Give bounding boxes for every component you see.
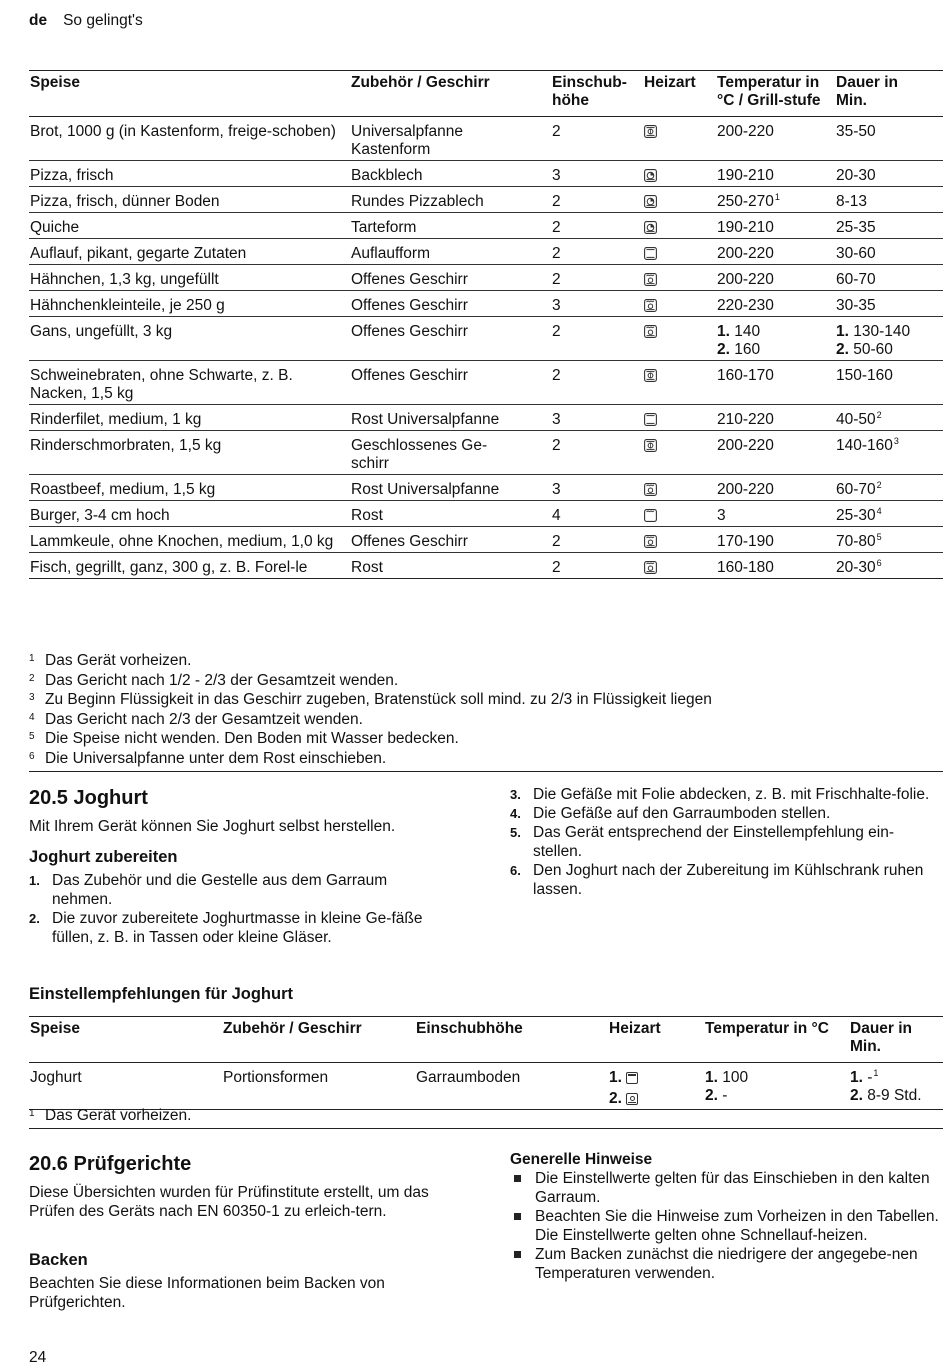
cell-heizart bbox=[643, 527, 716, 553]
step-item bbox=[29, 909, 449, 947]
dauer-value: 20-30 bbox=[836, 167, 876, 184]
cell-zubehoer: Offenes Geschirr bbox=[351, 323, 468, 340]
cell-temperatur bbox=[716, 501, 835, 527]
footnote-number: 5 bbox=[29, 731, 35, 743]
footnote-ref: 6 bbox=[876, 558, 882, 568]
step-number: 1. bbox=[836, 323, 849, 340]
dauer-value: 8-9 Std. bbox=[867, 1087, 922, 1104]
joghurt-settings-table bbox=[29, 1016, 943, 1110]
cell-heizart bbox=[643, 501, 716, 527]
table-footnotes bbox=[29, 650, 943, 772]
footnote-number: 3 bbox=[29, 692, 35, 704]
list-item: Beachten Sie die Hinweise zum Vorheizen in den Tabellen. Die Einstellwerte gelten ohne Schnellauf-heizen. bbox=[510, 1207, 943, 1245]
cell-temperatur bbox=[716, 161, 835, 187]
subheading-einstellempfehlungen: Einstellempfehlungen für Joghurt bbox=[29, 985, 294, 1003]
table-row bbox=[29, 213, 943, 239]
dauer-value: 60-70 bbox=[836, 271, 876, 288]
cell-zubehoer: Geschlossenes Ge-schirr bbox=[351, 437, 488, 472]
cell-temperatur bbox=[716, 553, 835, 579]
step-text: Die zuvor zubereitete Joghurtmasse in kleine Ge-fäße füllen, z. B. in Tassen oder kleine Gläser. bbox=[52, 910, 423, 946]
step-item bbox=[510, 804, 943, 823]
cell-dauer bbox=[835, 405, 943, 431]
cell-temperatur bbox=[716, 317, 835, 361]
cell-heizart bbox=[643, 117, 716, 161]
cell-zubehoer: Rost bbox=[351, 559, 383, 576]
cell-einschubhoehe: 4 bbox=[552, 507, 561, 524]
table-header-row bbox=[29, 71, 943, 117]
cell-einschubhoehe: 2 bbox=[552, 559, 561, 576]
cell-speise: Hähnchen, 1,3 kg, ungefüllt bbox=[30, 271, 219, 288]
step-number: 1. bbox=[717, 323, 730, 340]
cell-temperatur bbox=[716, 265, 835, 291]
cell-temperatur bbox=[716, 117, 835, 161]
step-number: 2. bbox=[836, 341, 849, 358]
step-item bbox=[29, 871, 449, 909]
cell-heizart bbox=[643, 475, 716, 501]
section-heading-pruefgerichte: 20.6 Prüfgerichte bbox=[29, 1153, 192, 1175]
cell-zubehoer: Rost bbox=[351, 507, 383, 524]
cooking-table bbox=[29, 70, 943, 579]
footnote-text: Das Gerät vorheizen. bbox=[45, 652, 192, 669]
table-row bbox=[29, 527, 943, 553]
section-heading-joghurt: 20.5 Joghurt bbox=[29, 787, 148, 809]
subheading-backen: Backen bbox=[29, 1251, 88, 1269]
col-header-dauer: Dauer in Min. bbox=[850, 1020, 913, 1055]
table-row bbox=[29, 239, 943, 265]
table-row bbox=[29, 475, 943, 501]
col-header-speise: Speise bbox=[30, 74, 80, 91]
cell-heizart bbox=[643, 161, 716, 187]
pruef-intro: Diese Übersichten wurden für Prüfinstitute erstellt, um das Prüfen des Geräts nach EN 60350-1 zu erleich-tern. bbox=[29, 1184, 429, 1220]
grill-fan-icon bbox=[644, 559, 657, 576]
cell-dauer bbox=[835, 291, 943, 317]
cell-zubehoer: Offenes Geschirr bbox=[351, 297, 468, 314]
cell-zubehoer: Rost Universalpfanne bbox=[351, 411, 500, 428]
cell-zubehoer: Rundes Pizzablech bbox=[351, 193, 484, 210]
cell-heizart bbox=[643, 291, 716, 317]
cell-dauer bbox=[835, 553, 943, 579]
cell-zubehoer: Offenes Geschirr bbox=[351, 533, 468, 550]
cell-einschubhoehe: 2 bbox=[552, 123, 561, 140]
temp-value: 190-210 bbox=[717, 167, 774, 184]
cell-zubehoer: Portionsformen bbox=[223, 1069, 329, 1086]
step-item bbox=[510, 823, 943, 861]
temp-value: 100 bbox=[722, 1069, 749, 1086]
footnote-ref: 1 bbox=[774, 192, 780, 202]
step-number: 1. bbox=[29, 873, 40, 888]
dauer-value: 35-50 bbox=[836, 123, 876, 140]
list-item: Zum Backen zunächst die niedrigere der angegebe-nen Temperaturen verwenden. bbox=[510, 1245, 943, 1283]
table-row bbox=[29, 361, 943, 405]
col-header-zubehoer: Zubehör / Geschirr bbox=[351, 74, 490, 91]
cell-heizart bbox=[643, 265, 716, 291]
cell-speise: Gans, ungefüllt, 3 kg bbox=[30, 323, 173, 340]
table-row bbox=[29, 431, 943, 475]
cell-zubehoer: Auflaufform bbox=[351, 245, 430, 262]
cell-dauer bbox=[835, 213, 943, 239]
joghurt-steps-right bbox=[510, 785, 943, 899]
footnote bbox=[29, 748, 943, 768]
temp-value: 190-210 bbox=[717, 219, 774, 236]
dauer-value: 60-70 bbox=[836, 481, 876, 498]
footnote bbox=[29, 670, 943, 690]
cell-speise: Fisch, gegrillt, ganz, 300 g, z. B. Forel-le bbox=[30, 559, 308, 576]
step-text: Die Gefäße mit Folie abdecken, z. B. mit Frischhalte-folie. bbox=[533, 786, 930, 803]
footnote-ref: 1 bbox=[873, 1068, 879, 1078]
cell-dauer bbox=[835, 317, 943, 361]
temp-value: 200-220 bbox=[717, 245, 774, 262]
footnote-number: 1 bbox=[29, 1108, 35, 1119]
footnote bbox=[29, 1105, 943, 1125]
cell-einschubhoehe: 2 bbox=[552, 323, 561, 340]
grill-icon bbox=[644, 507, 657, 524]
dauer-value: 30-35 bbox=[836, 297, 876, 314]
cell-dauer bbox=[835, 527, 943, 553]
col-header-heizart: Heizart bbox=[644, 74, 696, 91]
col-header-einschubhoehe: Einschub-höhe bbox=[552, 74, 627, 109]
dauer-value: 30-60 bbox=[836, 245, 876, 262]
step-number: 1. bbox=[609, 1069, 622, 1086]
cell-dauer bbox=[835, 117, 943, 161]
step-number: 2. bbox=[29, 911, 40, 926]
temp-value: 200-220 bbox=[717, 123, 774, 140]
bottom-heat-icon bbox=[626, 1093, 638, 1105]
general-notes-list bbox=[510, 1169, 943, 1283]
cell-speise: Schweinebraten, ohne Schwarte, z. B. Nacken, 1,5 kg bbox=[30, 367, 293, 402]
cell-einschubhoehe: 2 bbox=[552, 367, 561, 384]
subheading-joghurt-zubereiten: Joghurt zubereiten bbox=[29, 848, 178, 866]
cell-dauer bbox=[835, 431, 943, 475]
footnote-ref: 2 bbox=[876, 480, 882, 490]
footnote-number: 6 bbox=[29, 750, 35, 762]
step-text: Den Joghurt nach der Zubereitung im Kühlschrank ruhen lassen. bbox=[533, 862, 924, 898]
temp-value: 160-180 bbox=[717, 559, 774, 576]
cell-dauer bbox=[835, 187, 943, 213]
grill-fan-icon bbox=[644, 481, 657, 498]
cell-speise: Lammkeule, ohne Knochen, medium, 1,0 kg bbox=[30, 533, 334, 550]
temp-value: 3 bbox=[717, 507, 726, 524]
footnote bbox=[29, 650, 943, 670]
table-row bbox=[29, 1063, 943, 1110]
cell-speise: Pizza, frisch bbox=[30, 167, 114, 184]
joghurt-intro: Mit Ihrem Gerät können Sie Joghurt selbst herstellen. bbox=[29, 818, 396, 835]
table-row bbox=[29, 501, 943, 527]
cell-zubehoer: Backblech bbox=[351, 167, 423, 184]
step-text: Die Gefäße auf den Garraumboden stellen. bbox=[533, 805, 831, 822]
footnote-text: Das Gerät vorheizen. bbox=[45, 1107, 192, 1124]
table-row bbox=[29, 161, 943, 187]
footnote-ref: 4 bbox=[876, 506, 882, 516]
cell-temperatur bbox=[716, 213, 835, 239]
step-number: 5. bbox=[510, 825, 521, 840]
cell-einschubhoehe: 3 bbox=[552, 297, 561, 314]
subheading-generelle-hinweise: Generelle Hinweise bbox=[510, 1151, 653, 1168]
col-header-temperatur: Temperatur in °C / Grill-stufe bbox=[717, 74, 821, 109]
cell-speise: Quiche bbox=[30, 219, 80, 236]
grill-fan-icon bbox=[644, 297, 657, 314]
cell-einschubhoehe: 2 bbox=[552, 193, 561, 210]
dauer-value: 50-60 bbox=[853, 341, 893, 358]
language-code: de bbox=[29, 12, 48, 29]
cell-zubehoer: Rost Universalpfanne bbox=[351, 481, 500, 498]
cell-speise: Brot, 1000 g (in Kastenform, freige-schoben) bbox=[30, 123, 336, 140]
cell-dauer bbox=[835, 361, 943, 405]
table-row bbox=[29, 117, 943, 161]
dauer-value: 40-50 bbox=[836, 411, 876, 428]
step-number: 2. bbox=[850, 1087, 863, 1104]
cell-einschubhoehe: 3 bbox=[552, 411, 561, 428]
dauer-value: 8-13 bbox=[836, 193, 868, 210]
dual-heat-icon bbox=[644, 123, 657, 140]
step-text: Das Gerät entsprechend der Einstellempfehlung ein-stellen. bbox=[533, 824, 895, 860]
step-number: 4. bbox=[510, 806, 521, 821]
cell-heizart bbox=[643, 361, 716, 405]
footnote-ref: 5 bbox=[876, 532, 882, 542]
footnote-ref: 3 bbox=[893, 436, 899, 446]
cell-einschubhoehe: 2 bbox=[552, 219, 561, 236]
table-row bbox=[29, 187, 943, 213]
cell-dauer bbox=[835, 475, 943, 501]
cell-zubehoer: Tarteform bbox=[351, 219, 417, 236]
dual-heat-icon bbox=[644, 367, 657, 384]
top-heat-icon bbox=[626, 1072, 638, 1084]
cell-speise: Auflauf, pikant, gegarte Zutaten bbox=[30, 245, 247, 262]
section-title: So gelingt's bbox=[63, 12, 143, 29]
pizza-icon bbox=[644, 193, 657, 210]
table-row bbox=[29, 265, 943, 291]
cell-einschubhoehe: 3 bbox=[552, 481, 561, 498]
step-number: 2. bbox=[717, 341, 730, 358]
cell-heizart bbox=[643, 431, 716, 475]
dauer-value: 70-80 bbox=[836, 533, 876, 550]
cell-heizart bbox=[643, 553, 716, 579]
footnote-text: Das Gericht nach 2/3 der Gesamtzeit wenden. bbox=[45, 710, 363, 728]
temp-value: 200-220 bbox=[717, 271, 774, 288]
table-footnotes bbox=[29, 1105, 943, 1129]
pizza-icon bbox=[644, 167, 657, 184]
temp-value: 170-190 bbox=[717, 533, 774, 550]
cell-temperatur bbox=[716, 239, 835, 265]
cell-temperatur bbox=[716, 431, 835, 475]
table-header-row bbox=[29, 1017, 943, 1063]
temp-value: 160-170 bbox=[717, 367, 774, 384]
cell-einschubhoehe: 2 bbox=[552, 533, 561, 550]
footnote bbox=[29, 728, 943, 748]
table-row bbox=[29, 405, 943, 431]
footnote-number: 4 bbox=[29, 711, 35, 723]
footnote-ref: 2 bbox=[876, 410, 882, 420]
cell-dauer bbox=[835, 239, 943, 265]
dauer-value: - bbox=[867, 1069, 873, 1086]
cell-einschubhoehe: 2 bbox=[552, 245, 561, 262]
page-header bbox=[29, 12, 143, 30]
cell-zubehoer: Offenes Geschirr bbox=[351, 271, 468, 288]
footnote-text: Die Speise nicht wenden. Den Boden mit Wasser bedecken. bbox=[45, 730, 459, 748]
cell-temperatur bbox=[704, 1063, 849, 1110]
dauer-value: 140-160 bbox=[836, 437, 893, 454]
step-number: 1. bbox=[705, 1069, 718, 1086]
cell-zubehoer: Offenes Geschirr bbox=[351, 367, 468, 384]
cell-speise: Rinderschmorbraten, 1,5 kg bbox=[30, 437, 222, 454]
cell-temperatur bbox=[716, 405, 835, 431]
temp-value: 140 bbox=[734, 323, 761, 340]
col-header-dauer: Dauer in Min. bbox=[836, 74, 899, 109]
dual-heat-icon bbox=[644, 437, 657, 454]
cell-heizart bbox=[608, 1063, 704, 1110]
temp-value: 160 bbox=[734, 341, 761, 358]
temp-value: - bbox=[722, 1087, 728, 1104]
step-number: 1. bbox=[850, 1069, 863, 1086]
cell-dauer bbox=[849, 1063, 943, 1110]
cell-temperatur bbox=[716, 475, 835, 501]
col-header-zubehoer: Zubehör / Geschirr bbox=[223, 1020, 362, 1037]
dauer-value: 25-35 bbox=[836, 219, 876, 236]
temp-value: 200-220 bbox=[717, 437, 774, 454]
grill-fan-icon bbox=[644, 323, 657, 340]
cell-speise: Burger, 3-4 cm hoch bbox=[30, 507, 170, 524]
top-bottom-heat-icon bbox=[644, 411, 657, 428]
temp-value: 220-230 bbox=[717, 297, 774, 314]
cell-heizart bbox=[643, 317, 716, 361]
footnote-number: 1 bbox=[29, 653, 35, 664]
footnote-text: Zu Beginn Flüssigkeit in das Geschirr zugeben, Bratenstück soll mind. zu 2/3 in Flüssigkeit liegen bbox=[45, 691, 712, 709]
step-number: 6. bbox=[510, 863, 521, 878]
step-item bbox=[510, 785, 943, 804]
col-header-einschubhoehe: Einschubhöhe bbox=[416, 1020, 523, 1037]
step-text: Das Zubehör und die Gestelle aus dem Garraum nehmen. bbox=[52, 872, 388, 908]
dauer-value: 20-30 bbox=[836, 559, 876, 576]
cell-speise: Joghurt bbox=[30, 1069, 82, 1086]
footnote-number: 2 bbox=[29, 672, 35, 684]
list-item: Die Einstellwerte gelten für das Einschieben in den kalten Garraum. bbox=[510, 1169, 943, 1207]
dauer-value: 150-160 bbox=[836, 367, 893, 384]
step-number: 2. bbox=[609, 1090, 622, 1107]
cell-dauer bbox=[835, 265, 943, 291]
top-bottom-heat-icon bbox=[644, 245, 657, 262]
footnote-text: Das Gericht nach 1/2 - 2/3 der Gesamtzeit wenden. bbox=[45, 671, 399, 689]
cell-speise: Roastbeef, medium, 1,5 kg bbox=[30, 481, 216, 498]
footnote-text: Die Universalpfanne unter dem Rost einschieben. bbox=[45, 749, 387, 767]
cell-einschubhoehe: 2 bbox=[552, 437, 561, 454]
cell-dauer bbox=[835, 501, 943, 527]
temp-value: 250-270 bbox=[717, 193, 774, 210]
cell-heizart bbox=[643, 405, 716, 431]
cell-einschubhoehe: 3 bbox=[552, 167, 561, 184]
cell-temperatur bbox=[716, 527, 835, 553]
backen-text: Beachten Sie diese Informationen beim Backen von Prüfgerichten. bbox=[29, 1275, 385, 1311]
step-number: 3. bbox=[510, 787, 521, 802]
footnote bbox=[29, 689, 943, 709]
cell-speise: Pizza, frisch, dünner Boden bbox=[30, 193, 220, 210]
col-header-speise: Speise bbox=[30, 1020, 80, 1037]
cell-dauer bbox=[835, 161, 943, 187]
step-item bbox=[510, 861, 943, 899]
cell-zubehoer: Universalpfanne Kastenform bbox=[351, 123, 464, 158]
col-header-temperatur: Temperatur in °C bbox=[705, 1020, 829, 1037]
step-number: 2. bbox=[705, 1087, 718, 1104]
page-number: 24 bbox=[29, 1349, 47, 1366]
cell-einschubhoehe: 2 bbox=[552, 271, 561, 288]
cell-heizart bbox=[643, 213, 716, 239]
table-row bbox=[29, 553, 943, 579]
cell-einschubhoehe: Garraumboden bbox=[416, 1069, 521, 1086]
cell-temperatur bbox=[716, 291, 835, 317]
col-header-heizart: Heizart bbox=[609, 1020, 661, 1037]
cell-heizart bbox=[643, 239, 716, 265]
cell-temperatur bbox=[716, 187, 835, 213]
dauer-value: 25-30 bbox=[836, 507, 876, 524]
cell-heizart bbox=[643, 187, 716, 213]
cell-speise: Hähnchenkleinteile, je 250 g bbox=[30, 297, 225, 314]
temp-value: 200-220 bbox=[717, 481, 774, 498]
temp-value: 210-220 bbox=[717, 411, 774, 428]
cell-speise: Rinderfilet, medium, 1 kg bbox=[30, 411, 202, 428]
footnote bbox=[29, 709, 943, 729]
pizza-icon bbox=[644, 219, 657, 236]
grill-fan-icon bbox=[644, 533, 657, 550]
grill-fan-icon bbox=[644, 271, 657, 288]
table-row bbox=[29, 317, 943, 361]
dauer-value: 130-140 bbox=[853, 323, 911, 340]
table-row bbox=[29, 291, 943, 317]
joghurt-steps-left bbox=[29, 871, 449, 947]
cell-temperatur bbox=[716, 361, 835, 405]
